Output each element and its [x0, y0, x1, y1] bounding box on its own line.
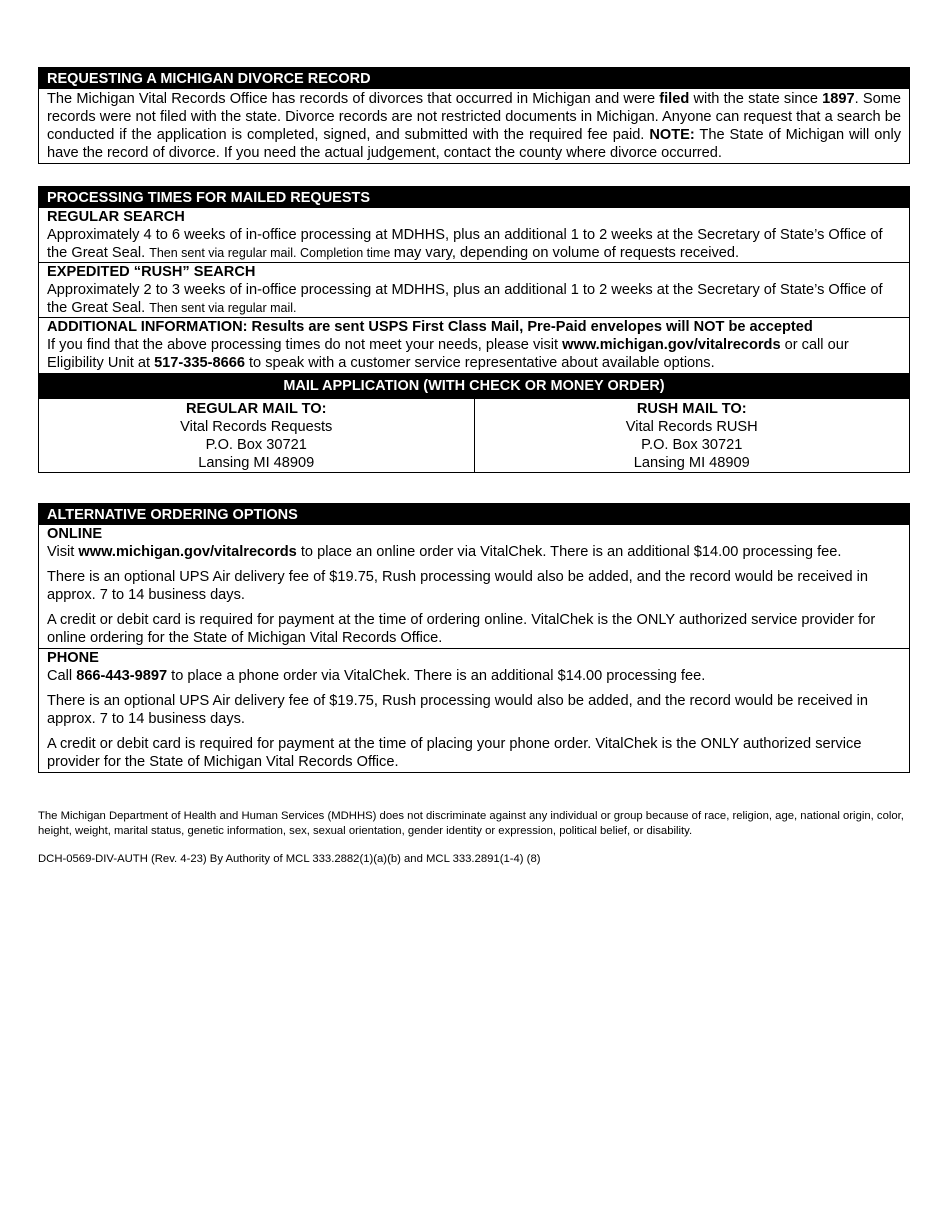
processing-times-header: PROCESSING TIMES FOR MAILED REQUESTS: [39, 187, 909, 208]
phone-p2: There is an optional UPS Air delivery fee of $19.75, Rush processing would also be added, and the record would be received in approx. 7 to 14 business days.: [47, 693, 868, 727]
divorce-record-section: [38, 67, 910, 164]
online-p1: Visit www.michigan.gov/vitalrecords to place an online order via VitalChek. There is an additional $14.00 processing fee.: [47, 544, 842, 560]
online-p2: There is an optional UPS Air delivery fee of $19.75, Rush processing would also be added, and the record would be received in approx. 7 to 14 business days.: [47, 569, 868, 603]
rush-mail-address: RUSH MAIL TO: Vital Records RUSH P.O. Box 30721 Lansing MI 48909: [474, 399, 910, 472]
rush-mail-title: RUSH MAIL TO:: [636, 401, 747, 417]
regular-mail-title: REGULAR MAIL TO:: [185, 401, 327, 417]
processing-times-section: [38, 186, 910, 473]
additional-info-block: [39, 317, 909, 373]
phone-block: [39, 648, 909, 772]
online-block: [39, 525, 909, 648]
phone-p3: A credit or debit card is required for payment at the time of placing your phone order. VitalChek is the ONLY authorized service provider for the State of Michigan Vital Records Office.: [47, 736, 862, 770]
additional-info-title: ADDITIONAL INFORMATION: Results are sent USPS First Class Mail, Pre-Paid envelopes will NOT be accepted: [47, 319, 813, 335]
regular-search-text: Approximately 4 to 6 weeks of in-office processing at MDHHS, plus an additional 1 to 2 weeks at the Secretary of State’s Office of the Great Seal. Then sent via regular mail. Completion time may vary, depending on volume of requests received.: [47, 227, 883, 261]
rush-search-title: EXPEDITED “RUSH” SEARCH: [47, 264, 256, 280]
regular-search-block: [39, 208, 909, 262]
online-p3: A credit or debit card is required for payment at the time of ordering online. VitalChek is the ONLY authorized service provider for online ordering for the State of Michigan Vital Records Office.: [47, 612, 876, 646]
vital-records-link[interactable]: www.michigan.gov/vitalrecords: [562, 337, 781, 353]
regular-mail-address: REGULAR MAIL TO: Vital Records Requests P.O. Box 30721 Lansing MI 48909: [39, 399, 474, 472]
mail-addresses: [39, 399, 909, 472]
online-title: ONLINE: [47, 526, 103, 542]
eligibility-phone: 517-335-8666: [154, 355, 245, 371]
form-identifier: DCH-0569-DIV-AUTH (Rev. 4-23) By Authority of MCL 333.2882(1)(a)(b) and MCL 333.2891(1-4) (8): [38, 853, 541, 865]
phone-title: PHONE: [47, 650, 99, 666]
phone-p1: Call 866-443-9897 to place a phone order via VitalChek. There is an additional $14.00 processing fee.: [47, 668, 706, 684]
mail-application-header: MAIL APPLICATION (WITH CHECK OR MONEY ORDER): [39, 373, 909, 399]
additional-info-text: If you find that the above processing times do not meet your needs, please visit www.michigan.gov/vitalrecords or call our Eligibility Unit at 517-335-8666 to speak with a customer service representative about available options.: [47, 337, 849, 371]
divorce-record-text: The Michigan Vital Records Office has records of divorces that occurred in Michigan and were filed with the state since 1897. Some records were not filed with the state. Divorce records are not restricted documents in Michigan. Anyone can request that a search be conducted if the application is completed, signed, and submitted with the required fee paid. NOTE: The State of Michigan will only have the record of divorce. If you need the actual judgement, contact the county where divorce occurred.: [47, 91, 902, 161]
divorce-record-header: REQUESTING A MICHIGAN DIVORCE RECORD: [39, 68, 909, 89]
regular-search-title: REGULAR SEARCH: [47, 209, 185, 225]
rush-search-block: [39, 262, 909, 317]
vitalchek-phone: 866-443-9897: [76, 668, 168, 684]
online-order-link[interactable]: www.michigan.gov/vitalrecords: [78, 544, 297, 560]
alternative-ordering-section: [38, 503, 910, 773]
alternative-ordering-header: ALTERNATIVE ORDERING OPTIONS: [39, 504, 909, 525]
rush-search-text: Approximately 2 to 3 weeks of in-office processing at MDHHS, plus an additional 1 to 2 weeks at the Secretary of State’s Office of the Great Seal. Then sent via regular mail.: [47, 282, 883, 316]
nondiscrimination-statement: The Michigan Department of Health and Human Services (MDHHS) does not discriminate against any individual or group because of race, religion, age, national origin, color, height, weight, marital status, genetic information, sex, sexual orientation, gender identity or expression, political belief, or disability.: [38, 810, 904, 837]
